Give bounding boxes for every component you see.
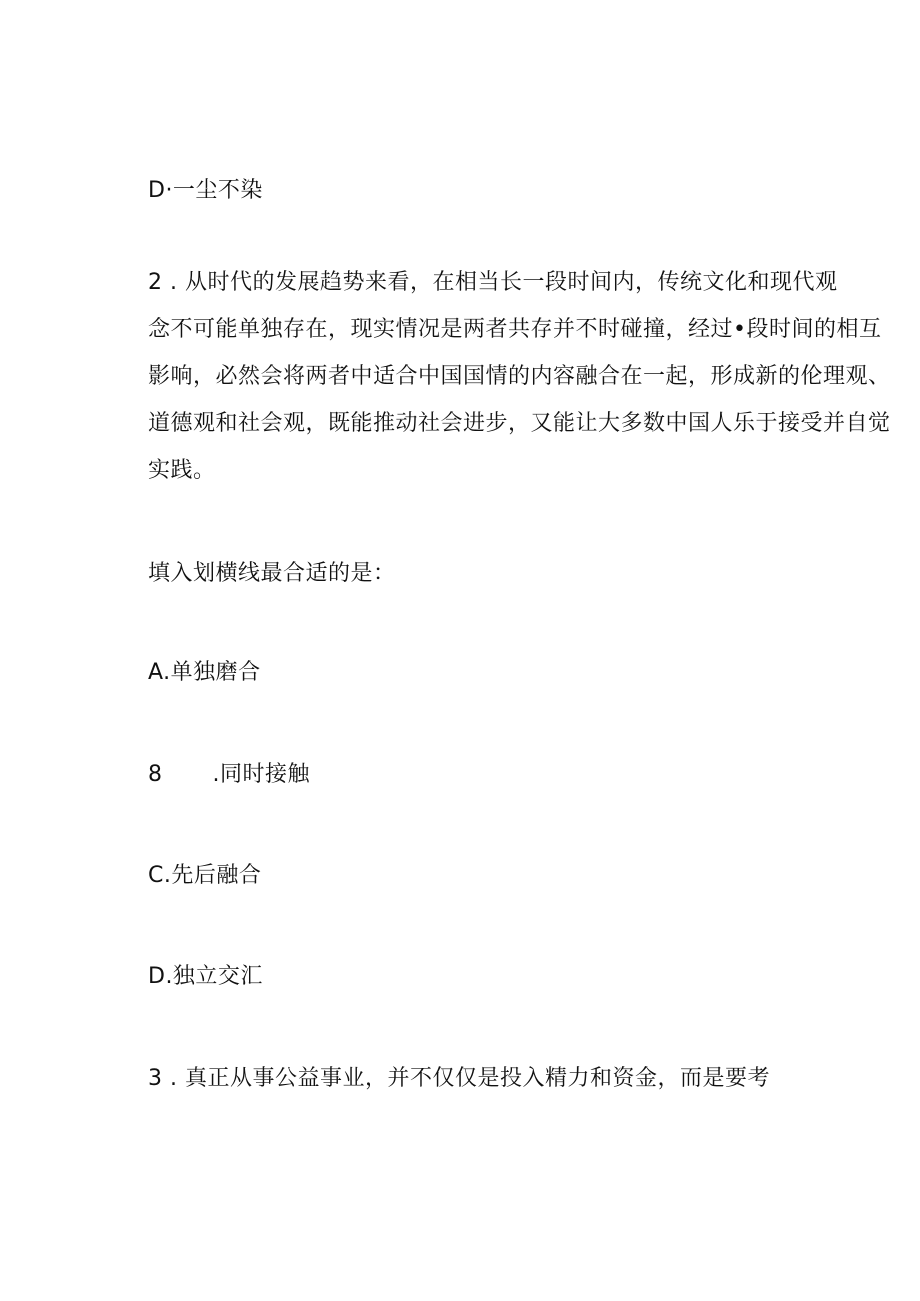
question-2-line-5: 实践。 — [148, 458, 216, 483]
option-b-number: 8 — [148, 762, 163, 787]
question-3-stem — [148, 1064, 770, 1094]
question-2-stem — [148, 268, 891, 503]
question-2-line-3: 影响，必然会将两者中适合中国国情的内容融合在一起，形成新的伦理观、 — [148, 364, 891, 389]
question-3-number: 3 — [148, 1066, 163, 1091]
question-2-line-1 — [148, 268, 838, 315]
option-a: A.单独磨合 — [148, 660, 261, 685]
question-2-number: 2 — [148, 270, 163, 295]
question-2-line-4: 道德观和社会观，既能推动社会进步，又能让大多数中国人乐于接受并自觉 — [148, 411, 891, 436]
prev-option-d: D·一尘不染 — [148, 178, 263, 203]
question-3-text: . 真正从事公益事业，并不仅仅是投入精力和资金，而是要考 — [162, 1066, 770, 1091]
option-b-text: .同时接触 — [212, 762, 310, 787]
question-2-line-2: 念不可能单独存在，现实情况是两者共存并不时碰撞，经过•段时间的相互 — [148, 317, 882, 342]
option-c: C.先后融合 — [148, 863, 262, 888]
option-b — [148, 760, 310, 790]
question-2-prompt: 填入划横线最合适的是： — [148, 561, 396, 586]
question-2-line-1-text: . 从时代的发展趋势来看，在相当长一段时间内，传统文化和现代观 — [162, 270, 838, 295]
option-d: D.独立交汇 — [148, 964, 263, 989]
